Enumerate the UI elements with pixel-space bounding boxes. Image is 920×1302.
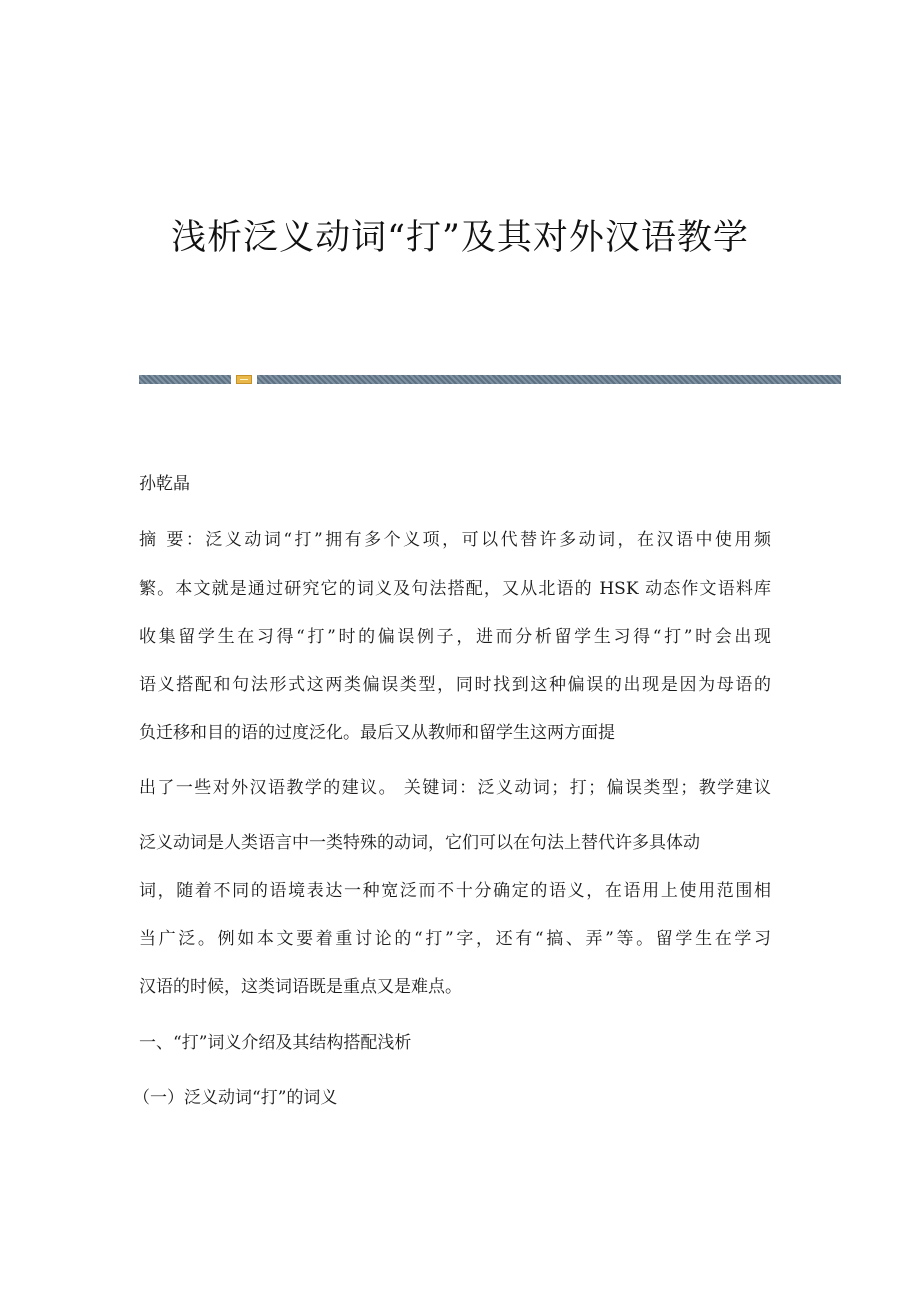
divider-bar-left [139,375,231,384]
body-paragraph-line: 当广泛。例如本文要着重讨论的“打”字，还有“搞、弄”等。留学生在学习 [139,929,771,949]
decorative-divider [139,375,841,384]
divider-ornament-icon [236,375,252,384]
abstract-line: 负迁移和目的语的过度泛化。最后又从教师和留学生这两方面提 [139,723,615,743]
body-paragraph-line: 泛义动词是人类语言中一类特殊的动词，它们可以在句法上替代许多具体动 [139,833,700,853]
abstract-line: 语义搭配和句法形式这两类偏误类型，同时找到这种偏误的出现是因为母语的 [139,675,771,695]
abstract-keywords-line: 出了一些对外汉语教学的建议。 关键词：泛义动词；打；偏误类型；教学建议 [139,778,771,798]
divider-bar-right [257,375,841,384]
abstract-line: 繁。本文就是通过研究它的词义及句法搭配，又从北语的 HSK 动态作文语料库 [139,579,771,599]
body-paragraph-line: 汉语的时候，这类词语既是重点又是难点。 [139,977,462,997]
body-paragraph-line: 词，随着不同的语境表达一种宽泛而不十分确定的语义，在语用上使用范围相 [139,881,771,901]
subsection-heading: （一）泛义动词“打”的词义 [133,1088,338,1108]
abstract-line: 摘 要：泛义动词“打”拥有多个义项，可以代替许多动词，在汉语中使用频 [139,530,771,550]
abstract-line: 收集留学生在习得“打”时的偏误例子，进而分析留学生习得“打”时会出现 [139,627,771,647]
author-name: 孙乾晶 [139,474,190,494]
section-heading: 一、“打”词义介绍及其结构搭配浅析 [139,1033,412,1053]
document-title: 浅析泛义动词“打”及其对外汉语教学 [171,218,749,258]
